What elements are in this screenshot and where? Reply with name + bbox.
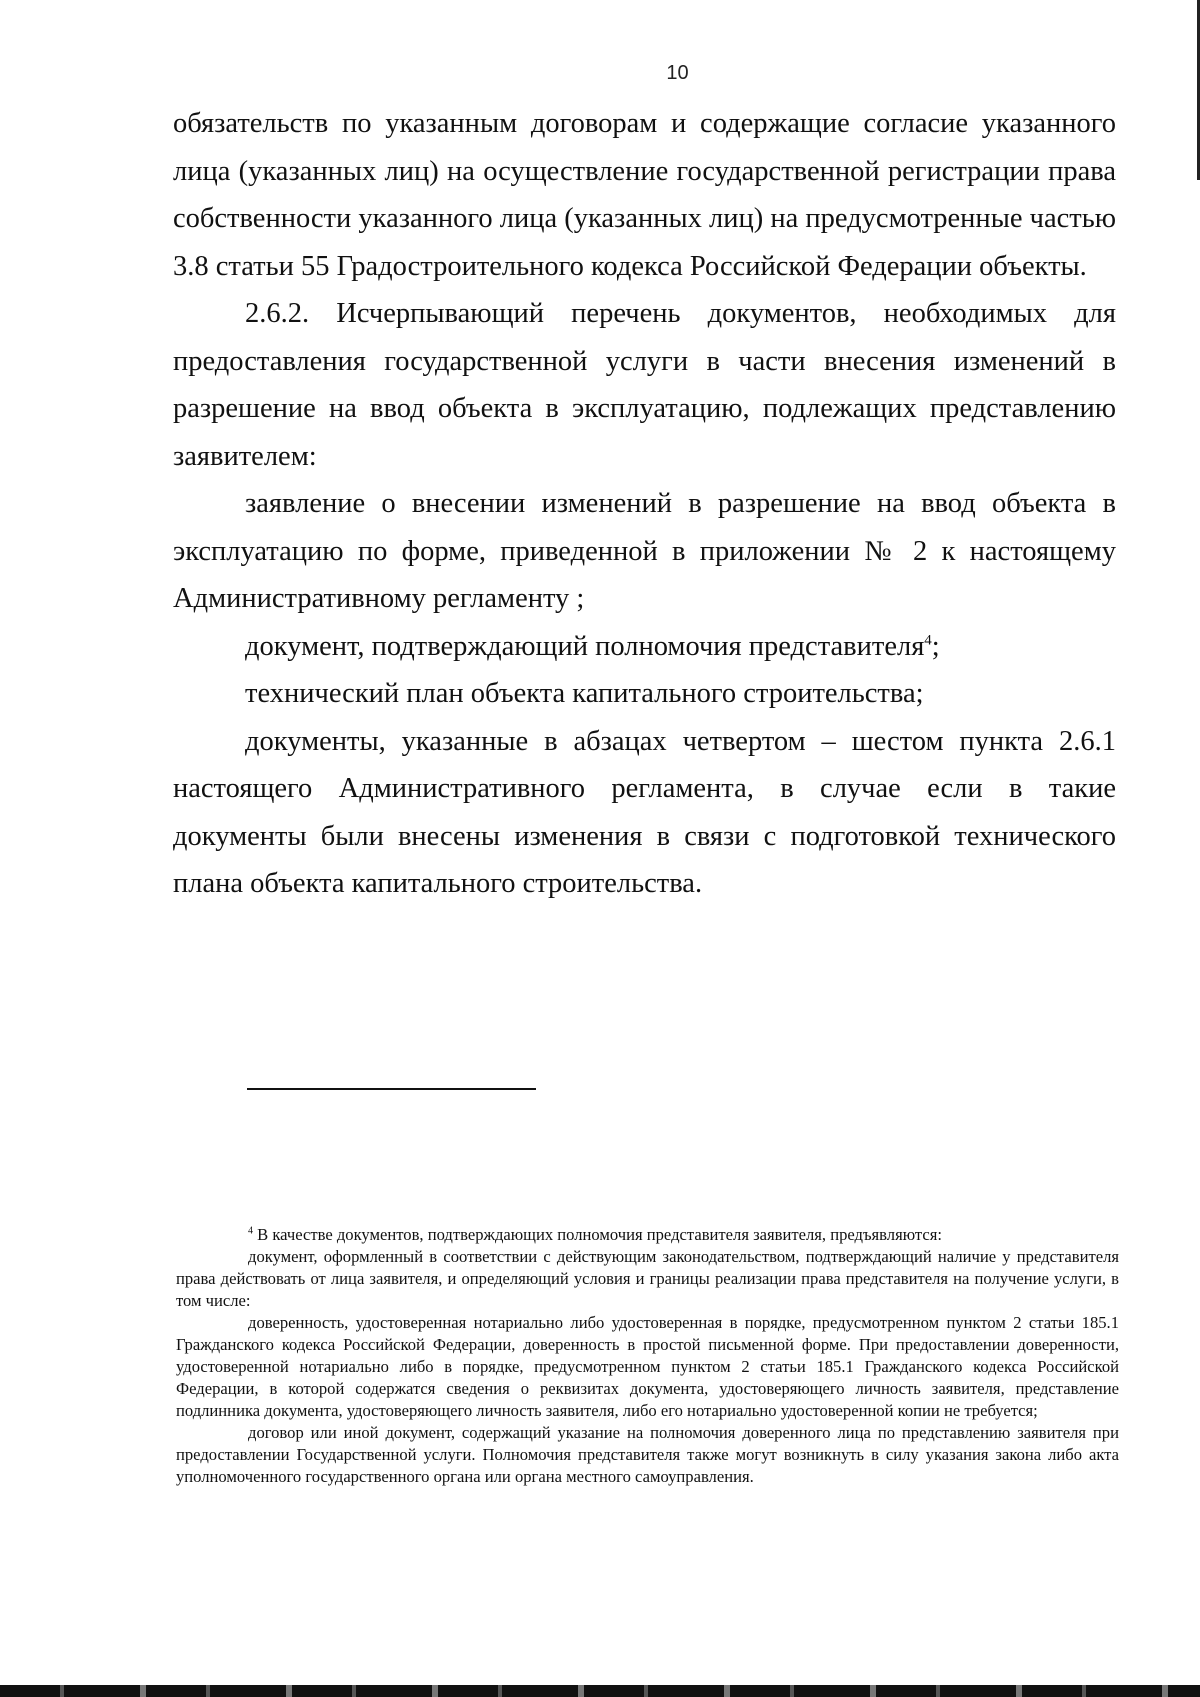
footnote-marker: 4	[248, 1225, 253, 1237]
page-number: 10	[666, 62, 689, 84]
representative-document-text: документ, подтверждающий полномочия представителя	[245, 630, 925, 662]
footnotes	[176, 1224, 1119, 1488]
footnote-intro	[176, 1224, 1119, 1246]
paragraph-application: заявление о внесении изменений в разрешение на ввод объекта в эксплуатацию по форме, приведенной в приложении № 2 к настоящему Административному регламенту ;	[173, 488, 1116, 614]
representative-document-end: ;	[931, 630, 940, 662]
paragraph-documents: документы, указанные в абзацах четвертом – шестом пункта 2.6.1 настоящего Административного регламента, в случае если в такие документы были внесены изменения в связи с подготовкой технического плана объекта капитального строительства.	[173, 725, 1116, 899]
paragraph-technical-plan: технический план объекта капитального строительства;	[245, 678, 924, 709]
footnote-intro-text: В качестве документов, подтверждающих полномочия представителя заявителя, предъявляются:	[253, 1225, 942, 1244]
paragraph-2-6-2: 2.6.2. Исчерпывающий перечень документов, необходимых для предоставления государственной услуги в части внесения изменений в разрешение на ввод объекта в эксплуатацию, подлежащих представлению заявителем:	[173, 298, 1116, 472]
footnote-reference: 4	[924, 632, 932, 648]
main-text	[173, 100, 1116, 908]
paragraph-representative-document	[173, 623, 1116, 671]
scan-edge-bottom	[0, 1685, 1200, 1697]
footnote-document: документ, оформленный в соответствии с действующим законодательством, подтверждающий наличие у представителя права действовать от лица заявителя, и определяющий условия и границы реализации права представителя на получение услуги, в том числе:	[176, 1247, 1119, 1310]
footnote-power-of-attorney: доверенность, удостоверенная нотариально либо удостоверенная в порядке, предусмотренном пунктом 2 статьи 185.1 Гражданского кодекса Российской Федерации, доверенность в простой письменной форме. При предоставлении доверенности, удостоверенной нотариально либо в порядке, предусмотренном пунктом 2 статьи 185.1 Гражданского кодекса Российской Федерации, в которой содержатся сведения о реквизитах документа, удостоверяющего личность заявителя, представление подлинника документа, удостоверяющего личность заявителя, либо его нотариально удостоверенной копии не требуется;	[176, 1313, 1119, 1420]
paragraph-obligations: обязательств по указанным договорам и содержащие согласие указанного лица (указанных лиц) на осуществление государственной регистрации права собственности указанного лица (указанных лиц) на предусмотренные частью 3.8 статьи 55 Градостроительного кодекса Российской Федерации объекты.	[173, 108, 1116, 282]
footnote-separator	[247, 1088, 536, 1090]
footnote-contract: договор или иной документ, содержащий указание на полномочия доверенного лица по представлению заявителя при предоставлении Государственной услуги. Полномочия представителя также могут возникнуть в силу указания закона либо акта уполномоченного государственного органа или органа местного самоуправления.	[176, 1423, 1119, 1486]
